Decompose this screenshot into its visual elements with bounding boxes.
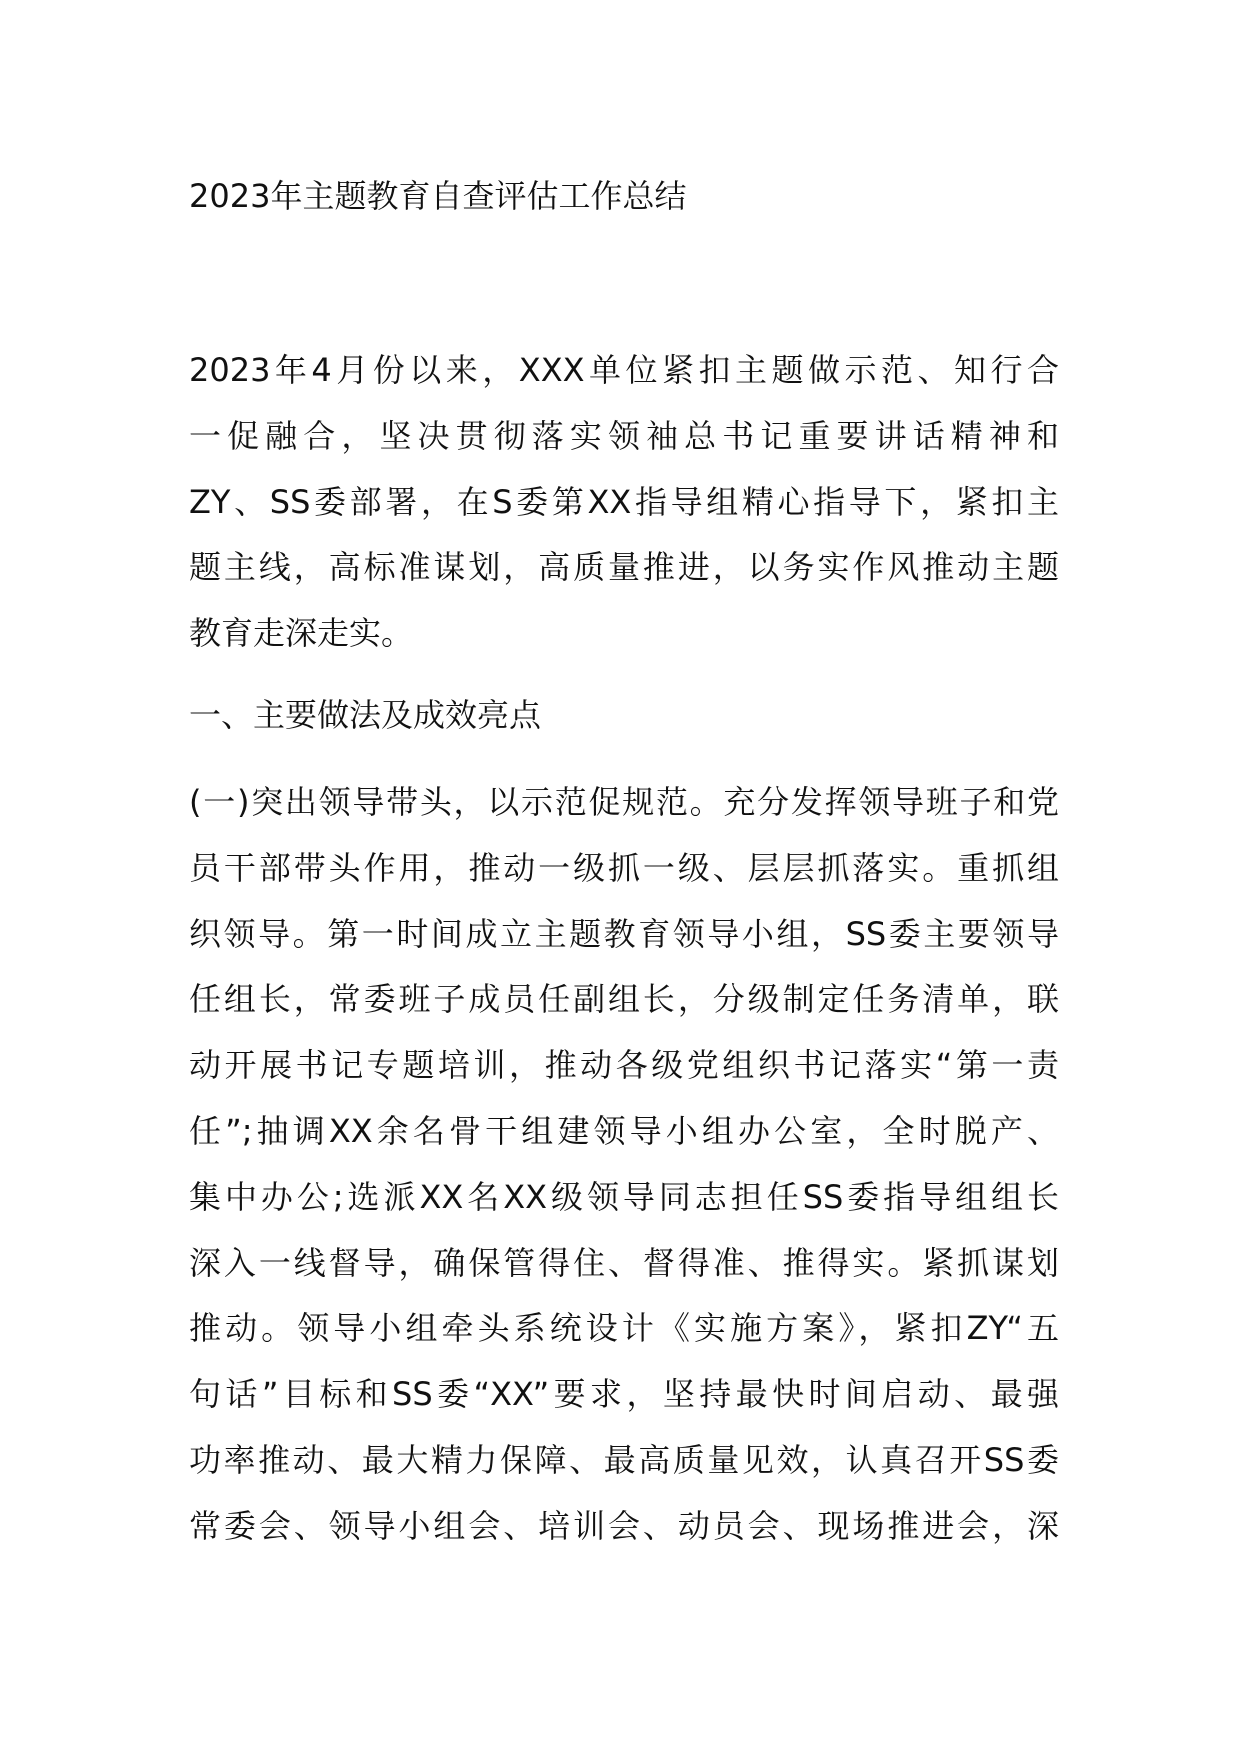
section1-line: 任”;抽调XX余名骨干组建领导小组办公室，全时脱产、 <box>189 1111 1059 1150</box>
section1-line: 集中办公;选派XX名XX级领导同志担任SS委指导组组长 <box>189 1177 1059 1216</box>
section-heading: 一、主要做法及成效亮点 <box>189 696 542 734</box>
section1-line: 动开展书记专题培训，推动各级党组织书记落实“第一责 <box>189 1046 1059 1085</box>
intro-paragraph <box>189 338 1059 667</box>
section1-line: 功率推动、最大精力保障、最高质量见效，认真召开SS委 <box>189 1440 1059 1479</box>
intro-line: 教育走深走实。 <box>189 614 414 653</box>
section1-line: 织领导。第一时间成立主题教育领导小组，SS委主要领导 <box>189 914 1059 953</box>
intro-line: ZY、SS委部署，在S委第XX指导组精心指导下，紧扣主 <box>189 482 1059 521</box>
intro-line: 题主线，高标准谋划，高质量推进，以务实作风推动主题 <box>189 548 1059 587</box>
section1-line: 推动。领导小组牵头系统设计《实施方案》，紧扣ZY“五 <box>189 1309 1059 1348</box>
section1-line: 句话”目标和SS委“XX”要求，坚持最快时间启动、最强 <box>189 1375 1059 1414</box>
section1-line: 深入一线督导，确保管得住、督得准、推得实。紧抓谋划 <box>189 1243 1059 1282</box>
section1-line: 任组长，常委班子成员任副组长，分级制定任务清单，联 <box>189 980 1059 1019</box>
section1-line: 常委会、领导小组会、培训会、动员会、现场推进会，深 <box>189 1506 1059 1545</box>
intro-line: 一促融合，坚决贯彻落实领袖总书记重要讲话精神和 <box>189 416 1059 455</box>
section1-paragraph <box>189 770 1059 1560</box>
section1-line: (一)突出领导带头，以示范促规范。充分发挥领导班子和党 <box>189 783 1059 821</box>
document-title: 2023年主题教育自查评估工作总结 <box>189 177 687 215</box>
intro-line: 2023年4月份以来，XXX单位紧扣主题做示范、知行合 <box>189 351 1059 389</box>
section1-line: 员干部带头作用，推动一级抓一级、层层抓落实。重抓组 <box>189 848 1059 887</box>
